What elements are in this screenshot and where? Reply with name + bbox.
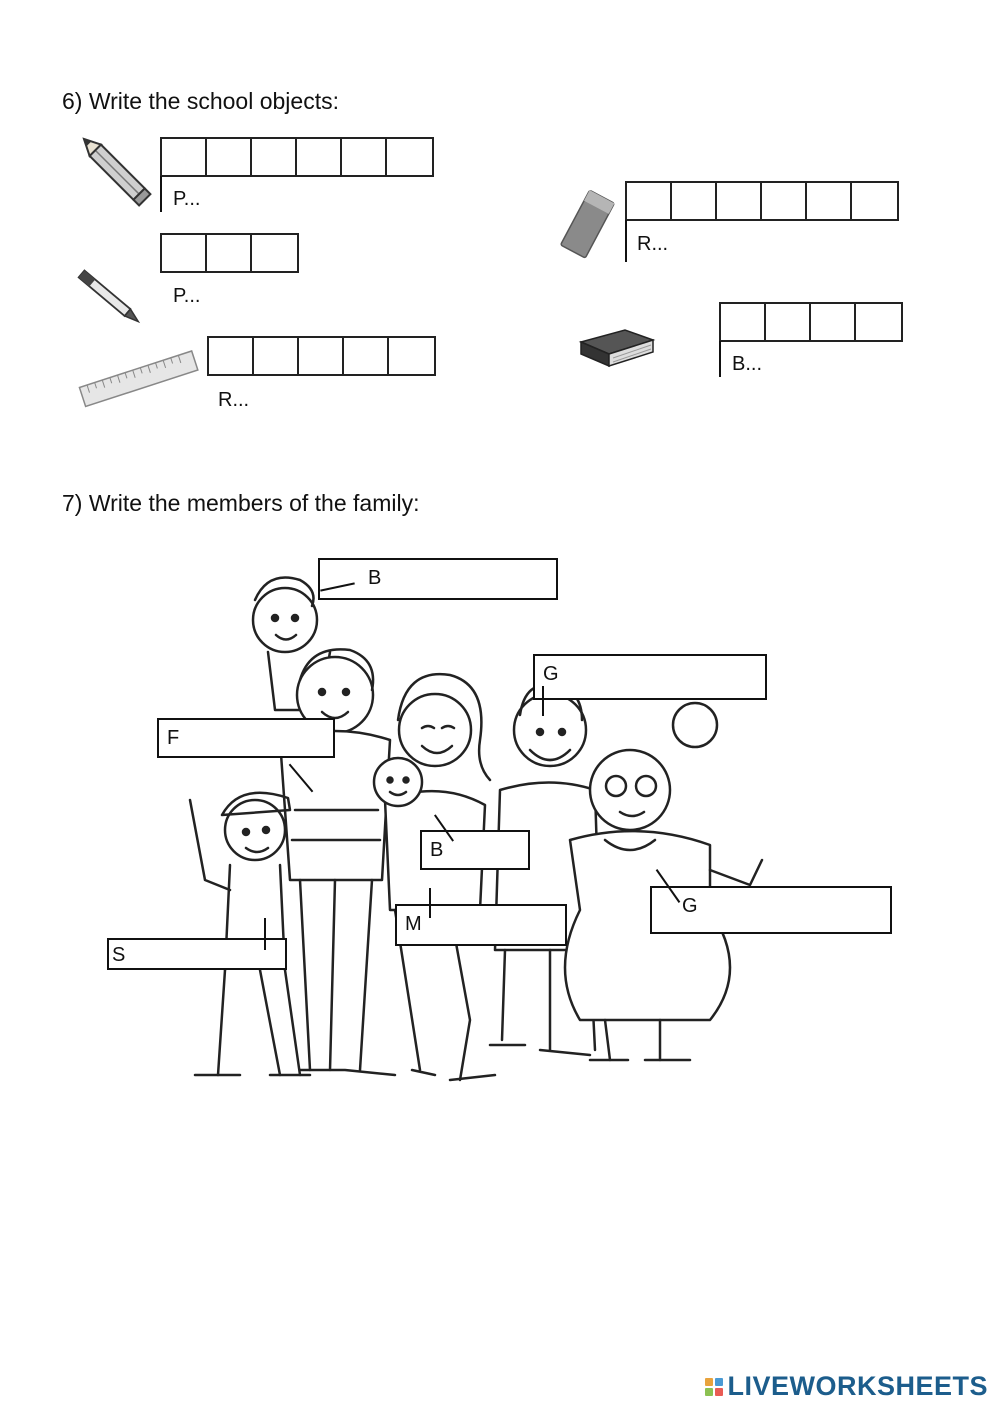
baby-hint: B [430,839,444,861]
pencil-icon [80,130,160,220]
mother-answer-box[interactable] [395,904,567,946]
pen-letter-grid[interactable] [160,233,299,273]
grandfather-pointer [542,686,544,716]
section-6-title: 6) Write the school objects: [62,88,339,114]
ruler-hint: R... [218,389,250,411]
grandmother-answer-box[interactable] [650,886,892,934]
pen-icon [76,258,146,338]
sister-hint: S [112,944,126,966]
mother-pointer [429,888,431,918]
ruler-icon [76,345,201,415]
pencil-hint-rule [160,176,162,212]
rubber-hint: R... [637,233,669,255]
book-letter-grid[interactable] [719,302,903,342]
grandmother-hint: G [682,895,698,917]
sister-pointer [264,918,266,950]
father-hint: F [167,727,180,749]
logo-text: LIVEWORKSHEETS [727,1371,988,1401]
mother-hint: M [405,913,422,935]
baby-answer-box[interactable] [420,830,530,870]
pencil-hint: P... [173,188,201,210]
logo-mark-icon [705,1378,723,1396]
book-icon [575,312,657,372]
liveworksheets-logo [705,1371,988,1402]
eraser-icon [557,185,617,265]
grandfather-hint: G [543,663,559,685]
section-7-title: 7) Write the members of the family: [62,490,420,516]
book-hint: B... [732,353,763,375]
rubber-letter-grid[interactable] [625,181,899,221]
grandfather-answer-box[interactable] [533,654,767,700]
ruler-letter-grid[interactable] [207,336,436,376]
rubber-hint-rule [625,220,627,262]
sister-answer-box[interactable] [107,938,287,970]
pencil-letter-grid[interactable] [160,137,434,177]
pen-hint: P... [173,285,201,307]
brother-hint: B [368,567,382,589]
father-answer-box[interactable] [157,718,335,758]
brother-answer-box[interactable] [318,558,558,600]
book-hint-rule [719,341,721,377]
